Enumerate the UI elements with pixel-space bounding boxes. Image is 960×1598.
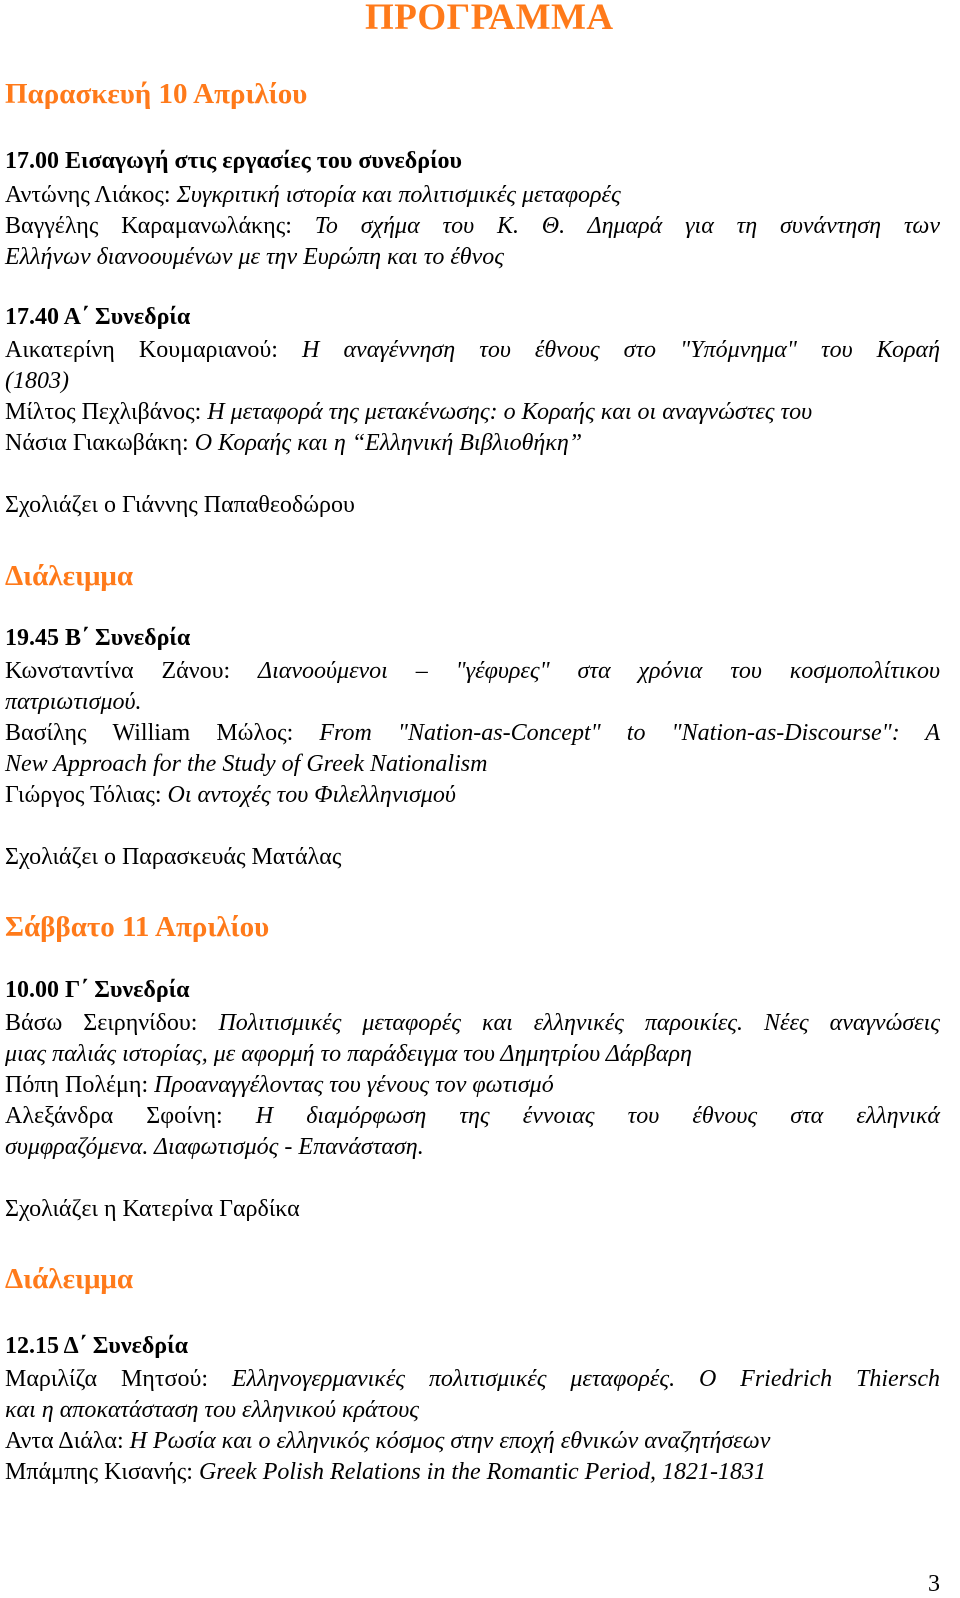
talk-title: Οι αντοχές του Φιλελληνισμού — [167, 782, 456, 808]
talk-title-continued: Ελλήνων διανοουμένων με την Ευρώπη και το έθνος — [5, 244, 504, 270]
talk-line — [5, 1070, 940, 1101]
talk-title-continued: συμφραζόμενα. Διαφωτισμός - Επανάσταση. — [5, 1134, 424, 1160]
speaker-name: Βαγγέλης Καραμανωλάκης: — [5, 213, 292, 239]
talk-title: Το σχήμα του Κ. Θ. Δημαρά για τη συνάντηση των — [314, 213, 941, 239]
talk-line — [5, 1101, 940, 1132]
speaker-name: Αικατερίνη Κουμαριανού: — [5, 337, 278, 363]
session-heading-b: 19.45 Β΄ Συνεδρία — [5, 625, 191, 651]
talk-line — [5, 180, 940, 211]
talk-line — [5, 211, 940, 242]
break-heading: Διάλειμμα — [5, 1263, 134, 1295]
talk-line — [5, 780, 940, 811]
session-heading-d: 12.15 Δ΄ Συνεδρία — [5, 1333, 188, 1359]
day-heading-saturday: Σάββατο 11 Απριλίου — [5, 911, 270, 943]
talk-line — [5, 428, 940, 459]
break-heading: Διάλειμμα — [5, 560, 134, 592]
talk-line — [5, 1426, 940, 1457]
talk-title: Πολιτισμικές μεταφορές και ελληνικές παροικίες. Νέες αναγνώσεις — [218, 1010, 941, 1036]
talk-line — [5, 656, 940, 687]
talk-title: Συγκριτική ιστορία και πολιτισμικές μεταφορές — [176, 182, 621, 208]
day-heading-friday: Παρασκευή 10 Απριλίου — [5, 78, 308, 110]
speaker-name: Αντα Διάλα: — [5, 1428, 124, 1454]
talk-title-continued: μιας παλιάς ιστορίας, με αφορμή το παράδειγμα του Δημητρίου Δάρβαρη — [5, 1041, 692, 1067]
talk-title: Η Ρωσία και ο ελληνικός κόσμος στην εποχή εθνικών αναζητήσεων — [129, 1428, 771, 1454]
talk-line — [5, 1364, 940, 1395]
discussant: Σχολιάζει ο Παρασκευάς Ματάλας — [5, 844, 342, 870]
speaker-name: Μπάμπης Κισανής: — [5, 1459, 193, 1485]
talk-title: Διανοούμενοι – "γέφυρες" στα χρόνια του κοσμοπολίτικου — [258, 658, 941, 684]
session-heading-a: 17.40 Α΄ Συνεδρία — [5, 304, 191, 330]
talk-title: Ο Κοραής και η “Ελληνική Βιβλιοθήκη” — [194, 430, 583, 456]
talk-line — [5, 335, 940, 366]
speaker-name: Πόπη Πολέμη: — [5, 1072, 149, 1098]
talk-title: Η αναγέννηση του έθνους στο "Υπόμνημα" του Κοραή — [302, 337, 941, 363]
speaker-name: Βασίλης William Μώλος: — [5, 720, 294, 746]
speaker-name: Βάσω Σειρηνίδου: — [5, 1010, 198, 1036]
page-number: 3 — [928, 1571, 940, 1597]
talk-title: Η διαμόρφωση της έννοιας του έθνους στα ελληνικά — [255, 1103, 940, 1129]
talk-line — [5, 1457, 940, 1488]
speaker-name: Αλεξάνδρα Σφοίνη: — [5, 1103, 223, 1129]
talk-title: From "Nation-as-Concept" to "Nation-as-Discourse": A — [319, 720, 940, 746]
talk-title-continued: πατριωτισμού. — [5, 689, 142, 715]
talk-title-continued: New Approach for the Study of Greek Nationalism — [5, 751, 488, 777]
discussant: Σχολιάζει ο Γιάννης Παπαθεοδώρου — [5, 492, 355, 518]
discussant: Σχολιάζει η Κατερίνα Γαρδίκα — [5, 1196, 300, 1222]
talk-title: Η μεταφορά της μετακένωσης: ο Κοραής και οι αναγνώστες του — [207, 399, 813, 425]
talk-title: Προαναγγέλοντας του γένους τον φωτισμό — [154, 1072, 554, 1098]
speaker-name: Γιώργος Τόλιας: — [5, 782, 162, 808]
speaker-name: Μίλτος Πεχλιβάνος: — [5, 399, 202, 425]
speaker-name: Μαριλίζα Μητσού: — [5, 1366, 208, 1392]
talk-line — [5, 397, 940, 428]
speaker-name: Νάσια Γιακωβάκη: — [5, 430, 189, 456]
session-heading-intro: 17.00 Εισαγωγή στις εργασίες του συνεδρίου — [5, 148, 463, 174]
talk-title-continued: και η αποκατάσταση του ελληνικού κράτους — [5, 1397, 419, 1423]
talk-line — [5, 1008, 940, 1039]
session-heading-c: 10.00 Γ΄ Συνεδρία — [5, 977, 190, 1003]
speaker-name: Αντώνης Λιάκος: — [5, 182, 171, 208]
talk-title: Ελληνογερμανικές πολιτισμικές μεταφορές. Ο Friedrich Thiersch — [231, 1366, 941, 1392]
speaker-name: Κωνσταντίνα Ζάνου: — [5, 658, 231, 684]
talk-line — [5, 718, 940, 749]
talk-title-continued: (1803) — [5, 368, 69, 394]
page-title: ΠΡΟΓΡΑΜΜΑ — [365, 0, 614, 38]
talk-title: Greek Polish Relations in the Romantic Period, 1821-1831 — [198, 1459, 766, 1485]
